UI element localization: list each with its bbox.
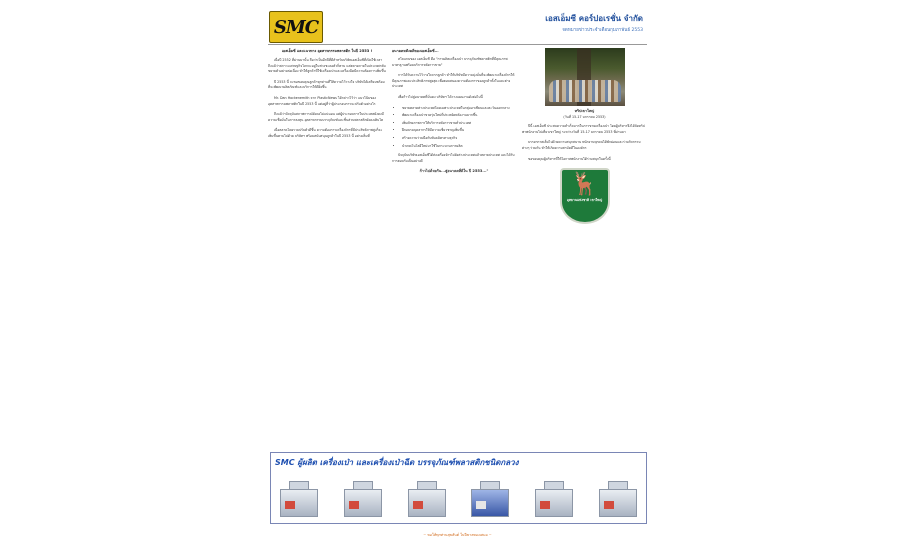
col2-heading: อนาคตหลังคดีของเอสเอ็มซี... (392, 49, 439, 53)
list-item: • สร้างความร่วมมือกับพันธมิตรทางธุรกิจ (402, 136, 516, 142)
col3-paragraph: ปีนี้ เอสเอ็มซี ประสบความสำเร็จมากในการขายเครื่องเป่า โดยผู้บริหารจึงได้จัดทริปพาพนักงานไปเที่ยวเขาใหญ่ ระหว่างวันที่ 15-17 มกราคม 2553 ที่ผ่านมา (522, 124, 645, 134)
khao-yai-badge (560, 168, 610, 224)
logo-text: SMC (273, 16, 319, 38)
col2-paragraph: ปัจจุบันบริษัทเอสเอ็มซีได้ส่งเครื่องจักรไปยังต่างประเทศแล้วหลายประเทศ และได้รับการตอบรับเป็นอย่างดี (392, 153, 515, 163)
column-right (522, 48, 647, 452)
plan-list (392, 106, 516, 150)
product-banner (270, 452, 647, 524)
col1-paragraph: เมื่อปี 2552 ที่ผ่านมานั้น ถือว่าเป็นอีกปีที่ดีสำหรับบริษัทเอสเอ็มซีที่เปิดใช้เวลา ถึงแม้ว่าสภาวะเศรษฐกิจโลกจะอยู่ในช่วงชะลอตัวก็ตาม แต่ตลาดภายในประเทศกลับขยายตัวอย่างต่อเนื่อง ทำให้ลูกค้าที่ใช้เครื่องเป่าและเครื่องฉีดมีความต้องการเพิ่มขึ้น (268, 58, 386, 74)
badge-text: อุทยานแห่งชาติ เขาใหญ่ (566, 198, 603, 203)
footer-greeting: ~ ขอให้ทุกท่านสุขสันต์ ในปีขาลทองเสมอ ~ (423, 533, 492, 537)
col2-closing: ก้าวไปด้วยกัน...สู่อนาคตที่ดีใน ปี 2553..." (419, 169, 489, 174)
col1-paragraph: ปี 2553 นี้ จะขอขอบคุณลูกค้าทุกท่านที่ให้ความไว้วางใจ บริษัทได้เตรียมพร้อมที่จะพัฒนาผลิตภัณฑ์และบริการให้ดียิ่งขึ้น (268, 79, 385, 90)
list-item: • ขยายตลาดต่างประเทศโดยเฉพาะประเทศในกลุ่มอาเซียนและตะวันออกกลาง (402, 106, 516, 112)
col3-paragraph: ขอขอบคุณผู้บริหารที่ให้โอกาสพนักงานได้ร่วมสนุกในครั้งนี้ (528, 156, 611, 161)
list-item: • ฝึกอบรมบุคลากรให้มีความเชี่ยวชาญเพิ่มขึ้น (402, 128, 516, 134)
col2-paragraph: เพื่อก้าวไปสู่อนาคตที่มั่นคง บริษัทฯ ได้วางแผนงานดังต่อไปนี้ (398, 94, 483, 99)
machine-image (596, 481, 640, 519)
machine-image (532, 481, 576, 519)
list-item: • นำเทคโนโลยีใหม่มาใช้ในกระบวนการผลิต (402, 144, 516, 150)
list-item: • เพิ่มศักยภาพการให้บริการหลังการขายทั่วประเทศ (402, 121, 516, 127)
smc-logo (269, 11, 323, 43)
newsletter-subtitle: จดหมายข่าวประจำเดือนกุมภาพันธ์ 2553 (562, 28, 643, 33)
column-middle (392, 48, 516, 452)
col3-paragraph: บรรยากาศเต็มไปด้วยความสนุกสนาน พนักงานทุกคนได้พักผ่อนและร่วมกิจกรรมต่างๆ ร่วมกัน ทำให้เกิดความสามัคคีในองค์กร (522, 140, 641, 150)
deer-icon: 🦌 (570, 172, 599, 198)
header-divider (268, 44, 647, 45)
machine-gallery (277, 473, 640, 519)
company-name: เอสเอ็มซี คอร์ปอเรชั่น จำกัด (545, 14, 643, 23)
col1-heading: เอสเอ็มซี และแนวทาง อุตสาหกรรมพลาสติก ในปี 2553 ! (281, 49, 373, 53)
column-left (268, 48, 386, 448)
trip-photo (545, 48, 625, 106)
col1-paragraph: เมื่อตลาดโดยรวมปรับตัวดีขึ้น ความต้องการเครื่องจักรที่มีประสิทธิภาพสูงก็จะเพิ่มขึ้นตามไปด้วย บริษัทฯ พร้อมสนับสนุนลูกค้าในปี 2553 นี้ อย่างเต็มที่ (268, 128, 383, 138)
photo-date: (วันที่ 15-17 มกราคม 2553) (563, 114, 606, 119)
photo-caption: ทริปเขาใหญ่ (574, 109, 595, 113)
col1-paragraph: Mr. Dan Hockenemith จาก PlasticNews ได้กล่าวไว้ว่า แนวโน้มของอุตสาหกรรมพลาสติกในปี 2553 นี้ แต่อยู่ที่ว่าผู้ประกอบการจะปรับตัวอย่างไร (268, 95, 376, 106)
machine-image (341, 481, 385, 519)
machine-image (405, 481, 449, 519)
newsletter-page (264, 6, 651, 544)
col2-paragraph: การได้รับความไว้วางใจจากลูกค้า ทำให้บริษัทมีความมุ่งมั่นที่จะพัฒนาเครื่องจักรให้มีคุณภาพและประสิทธิภาพสูงสุด เพื่อตอบสนองความต้องการของลูกค้าทั้งในและต่างประเทศ (392, 73, 515, 89)
machine-image (468, 481, 512, 519)
banner-title: SMC ผู้ผลิต เครื่องเป่า และเครื่องเป่าฉีด บรรจุภัณฑ์พลาสติกชนิดกลวง (275, 458, 519, 467)
list-item: • พัฒนาเครื่องเป่าขวดรุ่นใหม่ที่ประหยัดพลังงานมากขึ้น (402, 113, 516, 119)
machine-image (277, 481, 321, 519)
col1-paragraph: ถึงแม้ว่าปัจจุบันสภาพการณ์ยังคงไม่แน่นอน แต่ผู้ประกอบการในประเทศยังคงมีความเชื่อมั่นในการลงทุน อุตสาหกรรมบรรจุภัณฑ์และชิ้นส่วนพลาสติกยังคงเติบโต (268, 112, 384, 122)
col2-intro: สโลแกนของ เอสเอ็มซี คือ "การผลิตเครื่องเป่า บรรจุภัณฑ์พลาสติกที่มีคุณภาพมาตรฐานพร้อมบริการหลังการขาย" (392, 57, 508, 67)
